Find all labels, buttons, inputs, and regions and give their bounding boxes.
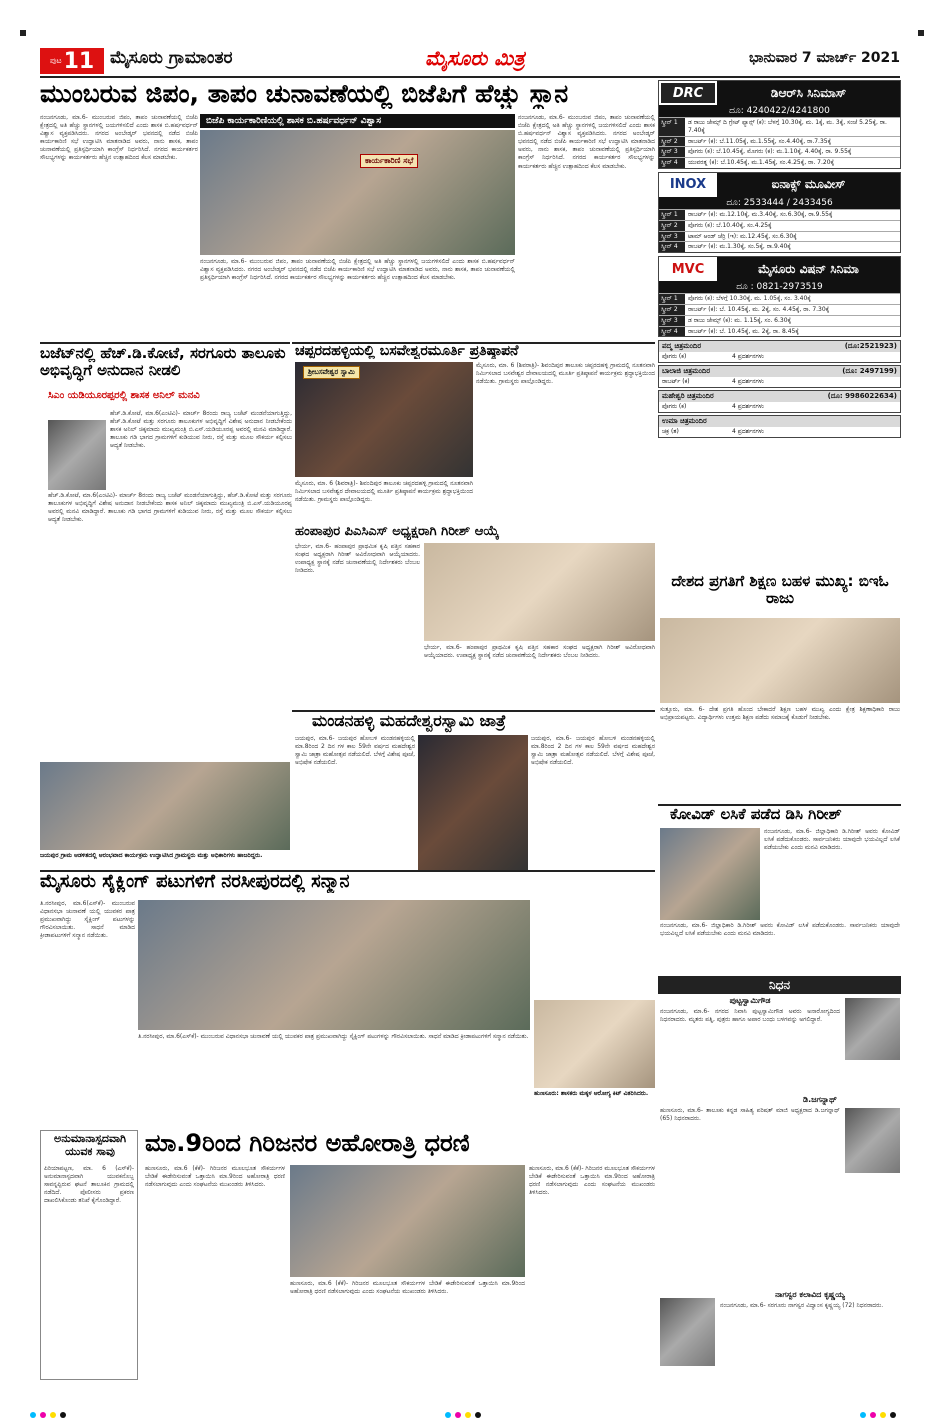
obituary-section-title: ನಿಧನ — [658, 976, 901, 994]
story2-headline: ಬಜೆಟ್‌ನಲ್ಲಿ ಹೆಚ್.ಡಿ.ಕೋಟೆ, ಸರಗೂರು ತಾಲೂಕು ಅಭಿವೃದ್ಧಿಗೆ ಅನುದಾನ ನೀಡಲಿ — [40, 344, 286, 380]
screen-shows: ಪೊಗರು (ಕ): ಬೆಳಗ್ಗೆ 10.30ಕ್ಕೆ, ಮ. 1.05ಕ್ಕೆ, ಸಂ. 3.40ಕ್ಕೆ — [688, 295, 811, 303]
story6-body-col1: ತಿ.ನರಸೀಪುರ, ಮಾ.6(ಎಸ್‌ಕೆ)- ಮುಂಬರುವ ವಿಧಾನಸಭಾ ಚುನಾವಣೆ ಯಲ್ಲಿ ಯುವಕರ ಪಾತ್ರ ಪ್ರಮುಖವಾಗಿದ್ದು ಸೈಕ್ಲಿಂಗ್ ಪಟುಗಳನ್ನು ಗೌರವಿಸಲಾಯಿತು. ಸಾಧನೆ ಮಾಡಿದ ಕ್ರೀಡಾಪಟುಗಳಿಗೆ ಸನ್ಮಾನ ನಡೆಯಿತು. — [40, 900, 135, 940]
theatre-phone: (ದೂ: 9986022634) — [827, 392, 897, 401]
screen-shows: ಯುವರತ್ನ (ಕ): ಬೆ.10.45ಕ್ಕೆ, ಮ.1.45ಕ್ಕೆ, ಸಂ.4.25ಕ್ಕೆ, ರಾ. 7.20ಕ್ಕೆ — [688, 159, 835, 167]
story5-photo — [418, 735, 528, 870]
story5-body-col2: ಜಯಪುರ, ಮಾ.6- ಜಯಪುರ ಹೋಬಳಿ ಮಂಡನಹಳ್ಳಿಯಲ್ಲಿ ಮಾ.8ರಿಂದ 2 ದಿನ ಗಳ ಕಾಲ 59ನೇ ವರ್ಷದ ಮಹದೇಶ್ವರ ಸ್ವಾಮಿ ಜಾತ್ರಾ ಮಹೋತ್ಸವ ನಡೆಯಲಿದೆ. ಬೆಳಗ್ಗೆ ವಿಶೇಷ ಪೂಜೆ, ಅಭಿಷೇಕ ನಡೆಯಲಿದೆ. — [531, 735, 655, 767]
theatre-name: ಪದ್ಮ ಚಿತ್ರಮಂದಿರ — [662, 342, 702, 351]
story3-body: ಮೈಸೂರು, ಮಾ. 6 (ಶಿವರಾತ್ರಿ)- ಶಿವಂದಿಪುರ ತಾಲೂಕು ಚಪ್ಪರದಹಳ್ಳಿ ಗ್ರಾಮದಲ್ಲಿ ನೂತನವಾಗಿ ನಿರ್ಮಿಸಲಾದ ಬಸವೇಶ್ವರ ದೇವಾಲಯದಲ್ಲಿ ಮೂರ್ತಿ ಪ್ರತಿಷ್ಠಾಪನೆ ಕಾರ್ಯಕ್ರಮ ಶ್ರದ್ಧಾಭಕ್ತಿಯಿಂದ ನಡೆಯಿತು. ಗ್ರಾಮಸ್ಥರು ಪಾಲ್ಗೊಂಡಿದ್ದರು. — [295, 480, 473, 504]
temple-banner: ಶ್ರೀಬಸವೇಶ್ವರ ಸ್ವಾಮಿ — [303, 366, 360, 379]
obituary-body-1: ನಂಜನಗೂಡು, ಮಾ.6- ನಗರದ ನಿವಾಸಿ ಪುಟ್ಟಸ್ವಾಮಿಗೌಡ ಅವರು ಅನಾರೋಗ್ಯದಿಂದ ನಿಧನರಾದರು. ಮೃತರು ಪತ್ನಿ, ಪುತ್ರರು ಹಾಗೂ ಅಪಾರ ಬಂಧು ಬಳಗವನ್ನು ಅಗಲಿದ್ದಾರೆ. — [660, 1008, 840, 1024]
screen-label: ಸ್ಕ್ರೀನ್ 1 — [659, 294, 685, 304]
obituary-name-1: ಪುಟ್ಟಸ್ವಾಮಿಗೌಡ — [729, 996, 771, 1005]
obituary-body-2: ಹುಣಸೂರು, ಮಾ.6- ತಾಲೂಕು ಕನ್ನಡ ಸಾಹಿತ್ಯ ಪರಿಷತ್ ಮಾಜಿ ಅಧ್ಯಕ್ಷರಾದ ಡಿ.ಜಗನ್ನಾಥ್ (65) ನಿಧನರಾದರು. — [660, 1107, 840, 1123]
lead-photo — [200, 130, 515, 255]
obituary-name-2: ಡಿ.ಜಗನ್ನಾಥ್ — [803, 1095, 837, 1104]
theatre-film: ಪೊಗರು (ಕ) — [662, 353, 687, 361]
mvc-phone: ದೂ : 0821-2973519 — [659, 281, 900, 293]
mla-portrait — [48, 420, 106, 490]
lead-headline: ಮುಂಬರುವ ಜಿಪಂ, ತಾಪಂ ಚುನಾವಣೆಯಲ್ಲಿ ಬಿಜೆಪಿಗೆ ಹೆಚ್ಚು ಸ್ಥಾನ — [40, 80, 569, 108]
story4-body-col2: ಭೇರ್ಯ, ಮಾ.6- ಹಂಪಾಪುರ ಪ್ರಾಥಮಿಕ ಕೃಷಿ ಪತ್ತಿನ ಸಹಕಾರ ಸಂಘದ ಅಧ್ಯಕ್ಷರಾಗಿ ಗಿರೀಶ್ ಅವಿರೋಧವಾಗಿ ಆಯ್ಕೆಯಾದರು. ಉಪಾಧ್ಯಕ್ಷ ಸ್ಥಾನಕ್ಕೆ ನಡೆದ ಚುನಾವಣೆಯಲ್ಲಿ ನಿರ್ದೇಶಕರು ಬೆಂಬಲ ನೀಡಿದರು. — [424, 644, 655, 660]
theatre-film: ಚಕ್ರ (ತ) — [662, 428, 679, 436]
screen-label: ಸ್ಕ್ರೀನ್ 2 — [659, 221, 685, 231]
story2-body: ಹೆಚ್.ಡಿ.ಕೋಟೆ, ಮಾ.6(ಎಂಟಿವಿ)- ಮಾರ್ಚ್ 8ರಂದು ರಾಜ್ಯ ಬಜೆಟ್ ಮಂಡನೆಯಾಗುತ್ತಿದ್ದು, ಹೆಚ್.ಡಿ.ಕೋಟೆ ಮತ್ತು ಸರಗೂರು ತಾಲೂಕುಗಳ ಅಭಿವೃದ್ಧಿಗೆ ವಿಶೇಷ ಅನುದಾನ ನೀಡಬೇಕೆಂದು ಶಾಸಕ ಅನಿಲ್ ಚಿಕ್ಕಮಾದು ಮುಖ್ಯಮಂತ್ರಿ ಬಿ.ಎಸ್.ಯಡಿಯೂರಪ್ಪ ಅವರಲ್ಲಿ ಮನವಿ ಮಾಡಿದ್ದಾರೆ. ತಾಲೂಕು ಗಡಿ ಭಾಗದ ಗ್ರಾಮಗಳಿಗೆ ಕುಡಿಯುವ ನೀರು, ರಸ್ತೆ ಮತ್ತು ಮೂಲ ಸೌಕರ್ಯ ಕಲ್ಪಿಸಲು ಆದ್ಯತೆ ನೀಡಬೇಕು. — [48, 492, 292, 524]
header-rule — [40, 76, 900, 78]
health-kit-caption: ಹುಣಸೂರು: ಶಾಸಕರು ಮಕ್ಕಳ ಆರೋಗ್ಯ ಕಿಟ್ ವಿತರಿಸಿದರು. — [534, 1090, 649, 1097]
story2-caption: ಜಯಪುರ ಗ್ರಾಮ ಆಡಳಿತದಲ್ಲಿ ಆರಂಭವಾದ ಕಾರ್ಯಕ್ರಮ ಉದ್ಘಾಟಿಸಿದ ಗ್ರಾಮಸ್ಥರು ಮತ್ತು ಅಧಿಕಾರಿಗಳು ಹಾಜರಿದ್ದರು. — [40, 852, 263, 859]
story10-headline: ಮಾ.9ರಿಂದ ಗಿರಿಜನರ ಅಹೋರಾತ್ರಿ ಧರಣಿ — [145, 1129, 470, 1157]
inox-phone: ದೂ: 2533444 / 2433456 — [659, 197, 900, 209]
screen-shows: ಪೊಗರು (ಕ): ಬೆ.10.45ಕ್ಕೆ, ಮೊಗರು (ಕ): ಮ.1.10ಕ್ಕೆ, 4.40ಕ್ಕೆ, ರಾ. 9.55ಕ್ಕೆ — [688, 148, 852, 156]
screen-label: ಸ್ಕ್ರೀನ್ 3 — [659, 316, 685, 326]
crop-mark — [918, 30, 924, 36]
inox-logo: INOX — [659, 173, 717, 197]
story10-photo — [290, 1165, 525, 1277]
screen-label: ಸ್ಕ್ರೀನ್ 3 — [659, 232, 685, 242]
story2-subhead: ಸಿಎಂ ಯಡಿಯೂರಪ್ಪರಲ್ಲಿ ಶಾಸಕ ಅನಿಲ್ ಮನವಿ — [48, 390, 200, 401]
crop-mark — [20, 30, 26, 36]
theatre-phone: (ದೂ: 2497199) — [842, 367, 897, 376]
theatre-shows: 4 ಪ್ರದರ್ಶನಗಳು — [732, 403, 764, 411]
theatre-listing — [658, 340, 901, 363]
drc-phone: ದೂ: 4240422/4241800 — [659, 105, 900, 117]
screen-shows: ರಾಬರ್ಟ್ (ಕ): ಬೆ.11.05ಕ್ಕೆ, ಮ.1.55ಕ್ಕೆ, ಸಂ.4.40ಕ್ಕೆ, ರಾ.7.35ಕ್ಕೆ — [688, 137, 832, 145]
health-kit-photo — [534, 1000, 655, 1088]
screen-label: ಸ್ಕ್ರೀನ್ 1 — [659, 210, 685, 220]
story10-body-col1: ಹುಣಸೂರು, ಮಾ.6 (ಕೆಕೆ)- ಗಿರಿಜನರ ಮೂಲಭೂತ ಸೌಕರ್ಯಗಳ ಬೇಡಿಕೆ ಈಡೇರಿಸುವಂತೆ ಒತ್ತಾಯಿಸಿ ಮಾ.9ರಿಂದ ಅಹೋರಾತ್ರಿ ಧರಣಿ ನಡೆಸಲಾಗುವುದು ಎಂದು ಸಂಘಟನೆಯ ಮುಖಂಡರು ತಿಳಿಸಿದರು. — [145, 1165, 285, 1189]
section-title: ಮೈಸೂರು ಗ್ರಾಮಾಂತರ — [110, 48, 233, 68]
story2-photo — [40, 762, 290, 850]
story4-body-col1: ಭೇರ್ಯ, ಮಾ.6- ಹಂಪಾಪುರ ಪ್ರಾಥಮಿಕ ಕೃಷಿ ಪತ್ತಿನ ಸಹಕಾರ ಸಂಘದ ಅಧ್ಯಕ್ಷರಾಗಿ ಗಿರೀಶ್ ಅವಿರೋಧವಾಗಿ ಆಯ್ಕೆಯಾದರು. ಉಪಾಧ್ಯಕ್ಷ ಸ್ಥಾನಕ್ಕೆ ನಡೆದ ಚುನಾವಣೆಯಲ್ಲಿ ನಿರ್ದೇಶಕರು ಬೆಂಬಲ ನೀಡಿದರು. — [295, 543, 420, 575]
issue-date: ಭಾನುವಾರ 7 ಮಾರ್ಚ್ 2021 — [748, 50, 900, 66]
theatre-listing — [658, 365, 901, 388]
theatre-shows: 4 ಪ್ರದರ್ಶನಗಳು — [732, 378, 764, 386]
page-number: 11 — [63, 48, 95, 74]
lead-body-col1: ನಂಜನಗೂಡು, ಮಾ.6- ಮುಂಬರುವ ಜಿಪಂ, ತಾಪಂ ಚುನಾವಣೆಯಲ್ಲಿ ಬಿಜೆಪಿ ಕ್ಷೇತ್ರದಲ್ಲಿ ಅತಿ ಹೆಚ್ಚು ಸ್ಥಾನಗಳಲ್ಲಿ ಜಯಗಳಿಸಲಿದೆ ಎಂದು ಶಾಸಕ ಬಿ.ಹರ್ಷವರ್ಧನ್ ವಿಶ್ವಾಸ ವ್ಯಕ್ತಪಡಿಸಿದರು. ನಗರದ ಅಂಬೇಡ್ಕರ್ ಭವನದಲ್ಲಿ ನಡೆದ ಬಿಜೆಪಿ ಕಾರ್ಯಕಾರಿಣಿ ಸಭೆ ಉದ್ಘಾಟಿಸಿ ಮಾತನಾಡಿದ ಅವರು, ನಾನು ಶಾಸಕ, ತಾಪಂ ಚುನಾವಣೆಯಲ್ಲಿ ಪ್ರತಿಸ್ಪರ್ಧಿಯಾಗಿ ಕಾಂಗ್ರೆಸ್ ನಿರ್ಧರಿಸಿದೆ. ನಗರದ ಕಾರ್ಯಕರ್ತರ ಸೌಲಭ್ಯಗಳನ್ನು ಕಾರ್ಯಕರ್ತರು ಹೆಚ್ಚಿನ ಉತ್ಸಾಹದಿಂದ ಕೆಲಸ ಮಾಡಬೇಕು. — [40, 114, 198, 162]
screen-shows: ಡ ರಾಜು ಜೇಮ್ಸ್ ದಿ ಗ್ರೇಟ್ ಫ್ಯಾನ್ಸ್ (ಕ): ಬೆಳಗ್ಗೆ 10.30ಕ್ಕೆ, ಮ. 1ಕ್ಕೆ, ಮ. 3ಕ್ಕೆ, ಸಂಜೆ 5.25ಕ್ಕೆ, ರಾ. 7.40ಕ್ಕೆ — [688, 119, 887, 134]
theatre-name: ಮಹೇಶ್ವರಿ ಚಿತ್ರಮಂದಿರ — [662, 392, 714, 401]
color-registration-bar — [445, 1412, 481, 1418]
screen-label: ಸ್ಕ್ರೀನ್ 3 — [659, 147, 685, 157]
screen-label: ಸ್ಕ್ರೀನ್ 4 — [659, 158, 685, 168]
story7-headline: ದೇಶದ ಪ್ರಗತಿಗೆ ಶಿಕ್ಷಣ ಬಹಳ ಮುಖ್ಯ: ಬಿಇಓ ರಾಜು — [671, 572, 889, 608]
theatre-shows: 4 ಪ್ರದರ್ಶನಗಳು — [732, 353, 764, 361]
obituary-portrait-2 — [845, 1108, 900, 1173]
drc-cinema-box — [658, 80, 901, 169]
theatre-name: ಉಮಾ ಚಿತ್ರಮಂದಿರ — [662, 417, 707, 426]
masthead: ಮೈಸೂರು ಮಿತ್ರ — [425, 46, 525, 70]
story8-headline: ಕೋವಿಡ್ ಲಸಿಕೆ ಪಡೆದ ಡಿಸಿ ಗಿರೀಶ್ — [670, 805, 842, 823]
story5-headline: ಮಂಡನಹಳ್ಳಿ ಮಹದೇಶ್ವರಸ್ವಾಮಿ ಜಾತ್ರೆ — [312, 711, 506, 730]
story8-body: ನಂಜನಗೂಡು, ಮಾ.6- ಜಿಲ್ಲಾಧಿಕಾರಿ ಡಿ.ಗಿರೀಶ್ ಅವರು ಕೋವಿಡ್ ಲಸಿಕೆ ಪಡೆದುಕೊಂಡರು. ಸಾರ್ವಜನಿಕರು ಯಾವುದೇ ಭಯವಿಲ್ಲದೆ ಲಸಿಕೆ ಪಡೆಯಬೇಕು ಎಂದು ಮನವಿ ಮಾಡಿದರು. — [660, 922, 900, 938]
story5-body-col1: ಜಯಪುರ, ಮಾ.6- ಜಯಪುರ ಹೋಬಳಿ ಮಂಡನಹಳ್ಳಿಯಲ್ಲಿ ಮಾ.8ರಿಂದ 2 ದಿನ ಗಳ ಕಾಲ 59ನೇ ವರ್ಷದ ಮಹದೇಶ್ವರ ಸ್ವಾಮಿ ಜಾತ್ರಾ ಮಹೋತ್ಸವ ನಡೆಯಲಿದೆ. ಬೆಳಗ್ಗೆ ವಿಶೇಷ ಪೂಜೆ, ಅಭಿಷೇಕ ನಡೆಯಲಿದೆ. — [295, 735, 415, 767]
screen-shows: ರಾಬರ್ಟ್ (ಕ): ಮ.12.10ಕ್ಕೆ, ಮ.3.40ಕ್ಕೆ, ಸಂ.6.30ಕ್ಕೆ, ರಾ.9.55ಕ್ಕೆ — [688, 210, 833, 218]
story7-body: ಸುತ್ತೂರು, ಮಾ. 6- ದೇಶ ಪ್ರಗತಿ ಹೊಂದ ಬೇಕಾದರೆ ಶಿಕ್ಷಣ ಬಹಳ ಮುಖ್ಯ ಎಂದು ಕ್ಷೇತ್ರ ಶಿಕ್ಷಣಾಧಿಕಾರಿ ರಾಜು ಅಭಿಪ್ರಾಯಪಟ್ಟರು. ವಿದ್ಯಾರ್ಥಿಗಳು ಉತ್ತಮ ಶಿಕ್ಷಣ ಪಡೆದು ಸಮಾಜಕ್ಕೆ ಕೊಡುಗೆ ನೀಡಬೇಕು. — [660, 706, 900, 722]
story10-body-col3: ಹುಣಸೂರು, ಮಾ.6 (ಕೆಕೆ)- ಗಿರಿಜನರ ಮೂಲಭೂತ ಸೌಕರ್ಯಗಳ ಬೇಡಿಕೆ ಈಡೇರಿಸುವಂತೆ ಒತ್ತಾಯಿಸಿ ಮಾ.9ರಿಂದ ಅಹೋರಾತ್ರಿ ಧರಣಿ ನಡೆಸಲಾಗುವುದು ಎಂದು ಸಂಘಟನೆಯ ಮುಖಂಡರು ತಿಳಿಸಿದರು. — [529, 1165, 655, 1197]
page-prefix: ಪುಟ — [49, 56, 62, 65]
obituary-portrait-3 — [660, 1298, 715, 1366]
theatre-film: ಪೊಗರು (ಕ) — [662, 403, 687, 411]
obituary-portrait-1 — [845, 998, 900, 1060]
story3-photo — [295, 362, 473, 477]
mvc-name: ಮೈಸೂರು ವಿಷನ್ ಸಿನಿಮಾ — [758, 261, 859, 276]
drc-name: ಡಿಆರ್‌ಸಿ ಸಿನಿಮಾಸ್ — [770, 85, 847, 100]
story4-photo — [424, 543, 655, 641]
story7-photo — [660, 618, 900, 703]
screen-shows: ಪೊಗರು (ಕ): ಬೆ.10.40ಕ್ಕೆ, ಸಂ.4.25ಕ್ಕೆ — [688, 221, 772, 229]
screen-label: ಸ್ಕ್ರೀನ್ 1 — [659, 118, 685, 136]
story2-body-top: ಹೆಚ್.ಡಿ.ಕೋಟೆ, ಮಾ.6(ಎಂಟಿವಿ)- ಮಾರ್ಚ್ 8ರಂದು ರಾಜ್ಯ ಬಜೆಟ್ ಮಂಡನೆಯಾಗುತ್ತಿದ್ದು, ಹೆಚ್.ಡಿ.ಕೋಟೆ ಮತ್ತು ಸರಗೂರು ತಾಲೂಕುಗಳ ಅಭಿವೃದ್ಧಿಗೆ ವಿಶೇಷ ಅನುದಾನ ನೀಡಬೇಕೆಂದು ಶಾಸಕ ಅನಿಲ್ ಚಿಕ್ಕಮಾದು ಮುಖ್ಯಮಂತ್ರಿ ಬಿ.ಎಸ್.ಯಡಿಯೂರಪ್ಪ ಅವರಲ್ಲಿ ಮನವಿ ಮಾಡಿದ್ದಾರೆ. ತಾಲೂಕು ಗಡಿ ಭಾಗದ ಗ್ರಾಮಗಳಿಗೆ ಕುಡಿಯುವ ನೀರು, ರಸ್ತೆ ಮತ್ತು ಮೂಲ ಸೌಕರ್ಯ ಕಲ್ಪಿಸಲು ಆದ್ಯತೆ ನೀಡಬೇಕು. — [110, 410, 292, 450]
screen-shows: ರಾಬರ್ಟ್ (ಕ): ಬೆ. 10.45ಕ್ಕೆ, ಮ. 2ಕ್ಕೆ, ರಾ. 8.45ಕ್ಕೆ — [688, 327, 799, 335]
color-registration-bar — [860, 1412, 896, 1418]
theatre-listing — [658, 390, 901, 413]
inox-cinema-box — [658, 172, 901, 253]
color-registration-bar — [30, 1412, 66, 1418]
story6-headline: ಮೈಸೂರು ಸೈಕ್ಲಿಂಗ್ ಪಟುಗಳಿಗೆ ನರಸೀಪುರದಲ್ಲಿ ಸನ್ಮಾನ — [40, 872, 350, 892]
story3-body-right: ಮೈಸೂರು, ಮಾ. 6 (ಶಿವರಾತ್ರಿ)- ಶಿವಂದಿಪುರ ತಾಲೂಕು ಚಪ್ಪರದಹಳ್ಳಿ ಗ್ರಾಮದಲ್ಲಿ ನೂತನವಾಗಿ ನಿರ್ಮಿಸಲಾದ ಬಸವೇಶ್ವರ ದೇವಾಲಯದಲ್ಲಿ ಮೂರ್ತಿ ಪ್ರತಿಷ್ಠಾಪನೆ ಕಾರ್ಯಕ್ರಮ ಶ್ರದ್ಧಾಭಕ್ತಿಯಿಂದ ನಡೆಯಿತು. ಗ್ರಾಮಸ್ಥರು ಪಾಲ್ಗೊಂಡಿದ್ದರು. — [476, 362, 655, 386]
story6-photo — [138, 900, 530, 1030]
obituary-body-3: ನಂಜನಗೂಡು, ಮಾ.6- ಸರಗೂರು ನಾಗಸ್ವರ ವಿದ್ವಾಂಸ ಕೃಷ್ಣಯ್ಯ (72) ನಿಧನರಾದರು. — [720, 1302, 884, 1309]
lead-photo-tagline: ಬಿಜೆಪಿ ಕಾರ್ಯಕಾರಿಣಿಯಲ್ಲಿ ಶಾಸಕ ಬಿ.ಹರ್ಷವರ್ಧನ್ ವಿಶ್ವಾಸ — [200, 114, 515, 128]
theatre-film: ರಾಬರ್ಟ್ (ಕ) — [662, 378, 690, 386]
screen-shows: ರಾಬರ್ಟ್ (ಕ): ಮ.1.30ಕ್ಕೆ, ಸಂ.5ಕ್ಕೆ, ರಾ.9.40ಕ್ಕೆ — [688, 243, 791, 251]
screen-shows: ಟಾಮ್ ಆಂಡ್ ಜೆರ್ರಿ (ಇ): ಮ.12.45ಕ್ಕೆ, ಸಂ.6.30ಕ್ಕೆ — [688, 232, 797, 240]
story4-headline: ಹಂಪಾಪುರ ಪಿಎಸಿಎಸ್ ಅಧ್ಯಕ್ಷರಾಗಿ ಗಿರೀಶ್ ಆಯ್ಕೆ — [295, 525, 499, 539]
event-banner: ಕಾರ್ಯಕಾರಿಣಿ ಸಭೆ — [360, 154, 418, 168]
page-number-badge — [40, 48, 104, 74]
cinema-listings — [658, 80, 901, 440]
screen-label: ಸ್ಕ್ರೀನ್ 4 — [659, 327, 685, 337]
obituary-name-3: ನಾಗಸ್ವರ ಕಲಾವಿದ ಕೃಷ್ಣಯ್ಯ — [775, 1290, 845, 1299]
screen-label: ಸ್ಕ್ರೀನ್ 2 — [659, 305, 685, 315]
story8-photo — [660, 828, 760, 920]
screen-label: ಸ್ಕ್ರೀನ್ 4 — [659, 242, 685, 252]
page-header — [40, 46, 900, 76]
inox-name: ಐನಾಕ್ಸ್ ಮೂವೀಸ್ — [771, 177, 846, 192]
mvc-cinema-box — [658, 256, 901, 337]
screen-shows: ರಾಬರ್ಟ್ (ಕ): ಬೆ. 10.45ಕ್ಕೆ, ಮ. 2ಕ್ಕೆ, ಸಂ. 4.45ಕ್ಕೆ, ರಾ. 7.30ಕ್ಕೆ — [688, 305, 830, 313]
theatre-name: ಬಾಲಾಜಿ ಚಿತ್ರಮಂದಿರ — [662, 367, 711, 376]
lead-body-col3: ನಂಜನಗೂಡು, ಮಾ.6- ಮುಂಬರುವ ಜಿಪಂ, ತಾಪಂ ಚುನಾವಣೆಯಲ್ಲಿ ಬಿಜೆಪಿ ಕ್ಷೇತ್ರದಲ್ಲಿ ಅತಿ ಹೆಚ್ಚು ಸ್ಥಾನಗಳಲ್ಲಿ ಜಯಗಳಿಸಲಿದೆ ಎಂದು ಶಾಸಕ ಬಿ.ಹರ್ಷವರ್ಧನ್ ವಿಶ್ವಾಸ ವ್ಯಕ್ತಪಡಿಸಿದರು. ನಗರದ ಅಂಬೇಡ್ಕರ್ ಭವನದಲ್ಲಿ ನಡೆದ ಬಿಜೆಪಿ ಕಾರ್ಯಕಾರಿಣಿ ಸಭೆ ಉದ್ಘಾಟಿಸಿ ಮಾತನಾಡಿದ ಅವರು, ನಾನು ಶಾಸಕ, ತಾಪಂ ಚುನಾವಣೆಯಲ್ಲಿ ಪ್ರತಿಸ್ಪರ್ಧಿಯಾಗಿ ಕಾಂಗ್ರೆಸ್ ನಿರ್ಧರಿಸಿದೆ. ನಗರದ ಕಾರ್ಯಕರ್ತರ ಸೌಲಭ್ಯಗಳನ್ನು ಕಾರ್ಯಕರ್ತರು ಹೆಚ್ಚಿನ ಉತ್ಸಾಹದಿಂದ ಕೆಲಸ ಮಾಡಬೇಕು. — [518, 114, 655, 170]
screen-label: ಸ್ಕ್ರೀನ್ 2 — [659, 137, 685, 147]
story9-body: ಪಿರಿಯಾಪಟ್ಟಣ, ಮಾ. 6 (ಎಸ್‌ಕೆ)- ಅನುಮಾನಾಸ್ಪದವಾಗಿ ಯುವಕನೊಬ್ಬ ಸಾವನ್ನಪ್ಪಿರುವ ಘಟನೆ ತಾಲೂಕಿನ ಗ್ರಾಮದಲ್ಲಿ ನಡೆದಿದೆ. ಪೊಲೀಸರು ಪ್ರಕರಣ ದಾಖಲಿಸಿಕೊಂಡು ತನಿಖೆ ಕೈಗೊಂಡಿದ್ದಾರೆ. — [44, 1165, 134, 1205]
mvc-logo: MVC — [659, 257, 717, 281]
theatre-listing — [658, 415, 901, 438]
screen-shows: ಡ ರಾಜು ಜೇಮ್ಸ್ (ಕ): ಮ. 1.15ಕ್ಕೆ, ಸಂ. 6.30ಕ್ಕೆ — [688, 316, 792, 324]
theatre-phone: (ದೂ:2521923) — [844, 342, 897, 351]
drc-logo: DRC — [659, 81, 717, 105]
story6-body-bottom: ತಿ.ನರಸೀಪುರ, ಮಾ.6(ಎಸ್‌ಕೆ)- ಮುಂಬರುವ ವಿಧಾನಸಭಾ ಚುನಾವಣೆ ಯಲ್ಲಿ ಯುವಕರ ಪಾತ್ರ ಪ್ರಮುಖವಾಗಿದ್ದು ಸೈಕ್ಲಿಂಗ್ ಪಟುಗಳನ್ನು ಗೌರವಿಸಲಾಯಿತು. ಸಾಧನೆ ಮಾಡಿದ ಕ್ರೀಡಾಪಟುಗಳಿಗೆ ಸನ್ಮಾನ ನಡೆಯಿತು. — [138, 1033, 529, 1040]
story9-headline: ಅನುಮಾನಾಸ್ಪದವಾಗಿ ಯುವಕ ಸಾವು — [54, 1132, 126, 1158]
story10-body-col2: ಹುಣಸೂರು, ಮಾ.6 (ಕೆಕೆ)- ಗಿರಿಜನರ ಮೂಲಭೂತ ಸೌಕರ್ಯಗಳ ಬೇಡಿಕೆ ಈಡೇರಿಸುವಂತೆ ಒತ್ತಾಯಿಸಿ ಮಾ.9ರಿಂದ ಅಹೋರಾತ್ರಿ ಧರಣಿ ನಡೆಸಲಾಗುವುದು ಎಂದು ಸಂಘಟನೆಯ ಮುಖಂಡರು ತಿಳಿಸಿದರು. — [290, 1280, 525, 1296]
story8-body-right: ನಂಜನಗೂಡು, ಮಾ.6- ಜಿಲ್ಲಾಧಿಕಾರಿ ಡಿ.ಗಿರೀಶ್ ಅವರು ಕೋವಿಡ್ ಲಸಿಕೆ ಪಡೆದುಕೊಂಡರು. ಸಾರ್ವಜನಿಕರು ಯಾವುದೇ ಭಯವಿಲ್ಲದೆ ಲಸಿಕೆ ಪಡೆಯಬೇಕು ಎಂದು ಮನವಿ ಮಾಡಿದರು. — [764, 828, 900, 852]
lead-body-bottom: ನಂಜನಗೂಡು, ಮಾ.6- ಮುಂಬರುವ ಜಿಪಂ, ತಾಪಂ ಚುನಾವಣೆಯಲ್ಲಿ ಬಿಜೆಪಿ ಕ್ಷೇತ್ರದಲ್ಲಿ ಅತಿ ಹೆಚ್ಚು ಸ್ಥಾನಗಳಲ್ಲಿ ಜಯಗಳಿಸಲಿದೆ ಎಂದು ಶಾಸಕ ಬಿ.ಹರ್ಷವರ್ಧನ್ ವಿಶ್ವಾಸ ವ್ಯಕ್ತಪಡಿಸಿದರು. ನಗರದ ಅಂಬೇಡ್ಕರ್ ಭವನದಲ್ಲಿ ನಡೆದ ಬಿಜೆಪಿ ಕಾರ್ಯಕಾರಿಣಿ ಸಭೆ ಉದ್ಘಾಟಿಸಿ ಮಾತನಾಡಿದ ಅವರು, ನಾನು ಶಾಸಕ, ತಾಪಂ ಚುನಾವಣೆಯಲ್ಲಿ ಪ್ರತಿಸ್ಪರ್ಧಿಯಾಗಿ ಕಾಂಗ್ರೆಸ್ ನಿರ್ಧರಿಸಿದೆ. ನಗರದ ಕಾರ್ಯಕರ್ತರ ಸೌಲಭ್ಯಗಳನ್ನು ಕಾರ್ಯಕರ್ತರು ಹೆಚ್ಚಿನ ಉತ್ಸಾಹದಿಂದ ಕೆಲಸ ಮಾಡಬೇಕು. — [200, 258, 515, 282]
story3-headline: ಚಪ್ಪರದಹಳ್ಳಿಯಲ್ಲಿ ಬಸವೇಶ್ವರಮೂರ್ತಿ ಪ್ರತಿಷ್ಠಾಪನೆ — [295, 343, 519, 359]
theatre-shows: 4 ಪ್ರದರ್ಶನಗಳು — [732, 428, 764, 436]
